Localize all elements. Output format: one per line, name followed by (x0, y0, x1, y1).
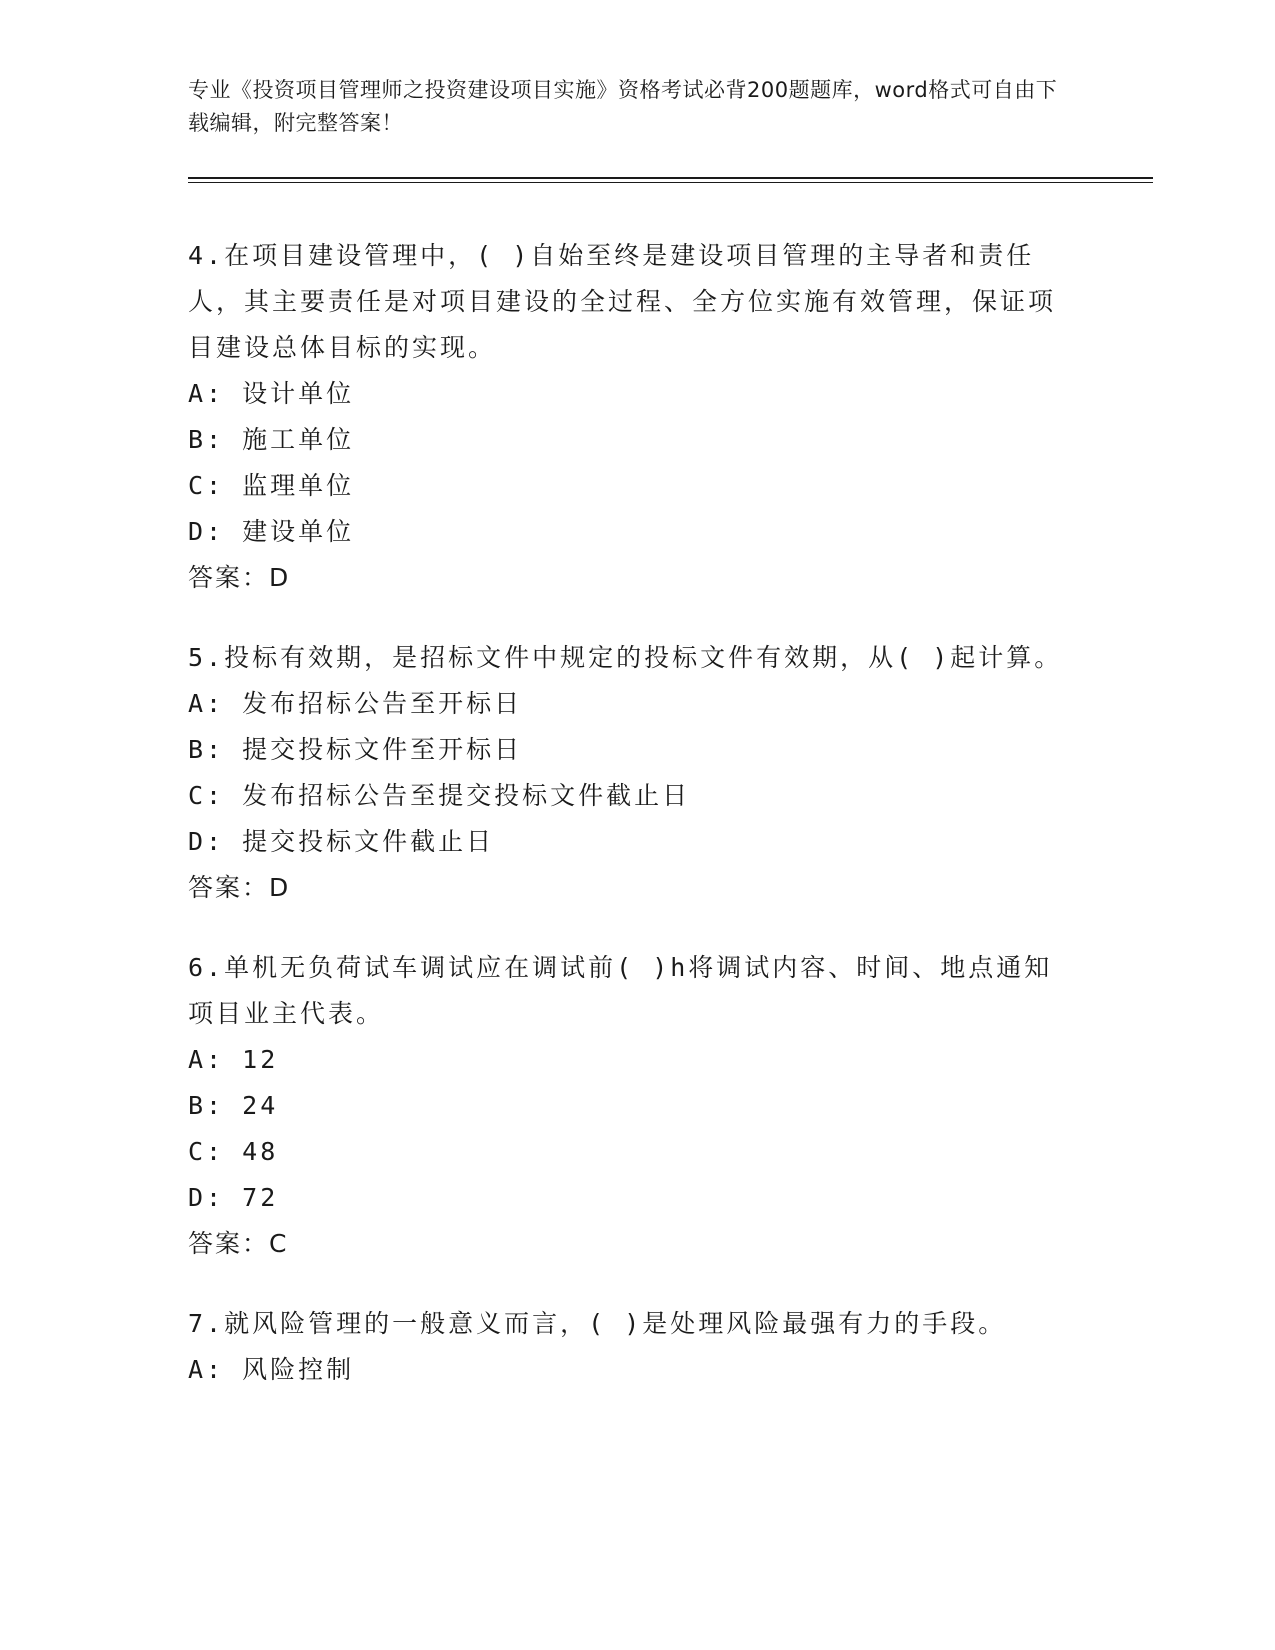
question-stem: 7.就风险管理的一般意义而言，( )是处理风险最强有力的手段。 (188, 1309, 1007, 1338)
option-b: B: 24 (188, 1091, 279, 1120)
option-a: A: 设计单位 (188, 379, 355, 408)
answer-line: 答案：D (188, 873, 291, 902)
question-4 (188, 233, 1088, 601)
question-5 (188, 635, 1088, 911)
option-a: A: 发布招标公告至开标日 (188, 689, 523, 718)
option-d: D: 提交投标文件截止日 (188, 827, 495, 856)
option-c: C: 发布招标公告至提交投标文件截止日 (188, 781, 691, 810)
option-d: D: 72 (188, 1183, 279, 1212)
option-a: A: 风险控制 (188, 1355, 355, 1384)
question-list (188, 233, 1088, 1427)
option-d: D: 建设单位 (188, 517, 355, 546)
question-stem: 5.投标有效期，是招标文件中规定的投标文件有效期，从( )起计算。 (188, 643, 1063, 672)
answer-line: 答案：C (188, 1229, 289, 1258)
option-c: C: 48 (188, 1137, 279, 1166)
answer-line: 答案：D (188, 563, 291, 592)
option-c: C: 监理单位 (188, 471, 355, 500)
option-b: B: 施工单位 (188, 425, 355, 454)
question-stem: 4.在项目建设管理中，( )自始至终是建设项目管理的主导者和责任人，其主要责任是对项目建设的全过程、全方位实施有效管理，保证项目建设总体目标的实现。 (188, 241, 1057, 362)
document-header: 专业《投资项目管理师之投资建设项目实施》资格考试必背200题题库，word格式可自由下载编辑，附完整答案！ (188, 78, 1058, 135)
option-b: B: 提交投标文件至开标日 (188, 735, 523, 764)
option-a: A: 12 (188, 1045, 279, 1074)
question-6 (188, 945, 1088, 1267)
header-divider-thick (188, 177, 1153, 179)
question-stem: 6.单机无负荷试车调试应在调试前( )h将调试内容、时间、地点通知项目业主代表。 (188, 953, 1053, 1028)
question-7 (188, 1301, 1088, 1393)
header-divider-thin (188, 182, 1153, 183)
